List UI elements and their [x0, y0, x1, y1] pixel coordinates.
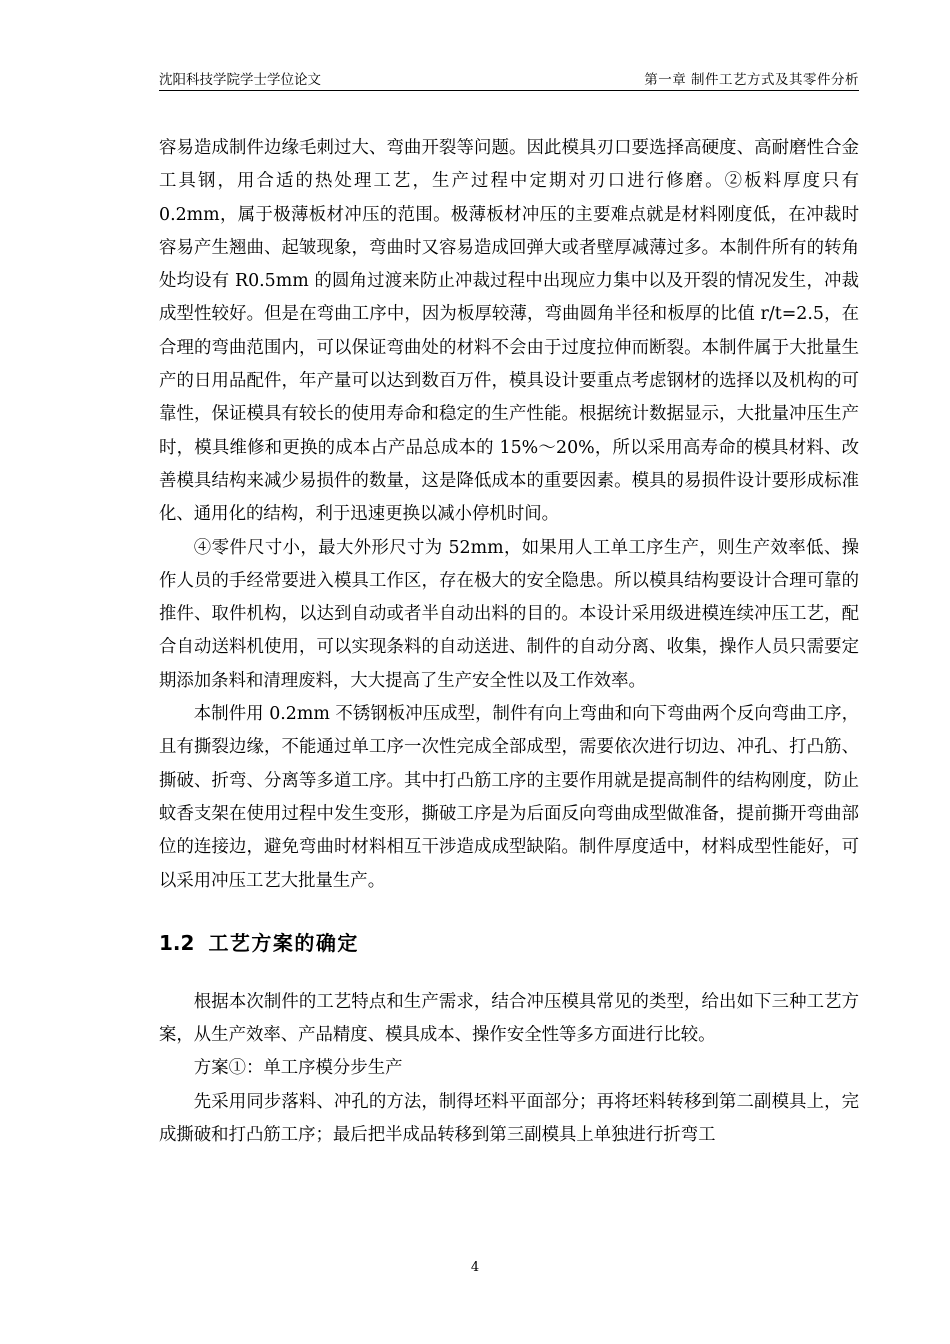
section-title: 工艺方案的确定	[208, 930, 359, 955]
scheme-1-heading: 方案①：单工序模分步生产	[193, 1058, 403, 1079]
scheme-1-paragraph: 先采用同步落料、冲孔的方法，制得坯料平面部分；再将坯料转移到第二副模具上，完成撕破和打凸筋工序；最后把半成品转移到第三副模具上单独进行折弯工	[159, 1091, 859, 1146]
section-intro-paragraph: 根据本次制件的工艺特点和生产需求，结合冲压模具常见的类型，给出如下三种工艺方案，从生产效率、产品精度、模具成本、操作安全性等多方面进行比较。	[159, 991, 859, 1046]
body-text	[159, 132, 859, 1152]
paragraph-summary: 本制件用 0.2mm 不锈钢板冲压成型，制件有向上弯曲和向下弯曲两个反向弯曲工序，且有撕裂边缘，不能通过单工序一次性完成全部成型，需要依次进行切边、冲孔、打凸筋、撕破、折弯、分离等多道工序。其中打凸筋工序的主要作用就是提高制件的结构刚度，防止蚊香支架在使用过程中发生变形，撕破工序是为后面反向弯曲成型做准备，提前撕开弯曲部位的连接边，避免弯曲时材料相互干涉造成成型缺陷。制件厚度适中，材料成型性能好，可以采用冲压工艺大批量生产。	[159, 704, 859, 891]
page-header	[159, 66, 859, 91]
paragraph-item-4: ④零件尺寸小，最大外形尺寸为 52mm，如果用人工单工序生产，则生产效率低、操作人员的手经常要进入模具工作区，存在极大的安全隐患。所以模具结构要设计合理可靠的推件、取件机构，以达到自动或者半自动出料的目的。本设计采用级进模连续冲压工艺，配合自动送料机使用，可以实现条料的自动送进、制件的自动分离、收集，操作人员只需要定期添加条料和清理废料，大大提高了生产安全性以及工作效率。	[159, 537, 859, 691]
section-heading	[159, 926, 859, 960]
section-number: 1.2	[159, 930, 195, 955]
paragraph-continued: 容易造成制件边缘毛刺过大、弯曲开裂等问题。因此模具刃口要选择高硬度、高耐磨性合金工具钢，用合适的热处理工艺，生产过程中定期对刃口进行修磨。②板料厚度只有 0.2mm，属于极薄板材冲压的范围。极薄板材冲压的主要难点就是材料刚度低，在冲裁时容易产生翘曲、起皱现象，弯曲时又容易造成回弹大或者壁厚减薄过多。本制件所有的转角处均设有 R0.5mm 的圆角过渡来防止冲裁过程中出现应力集中以及开裂的情况发生，冲裁成型性较好。但是在弯曲工序中，因为板厚较薄，弯曲圆角半径和板厚的比值 r/t=2.5，在合理的弯曲范围内，可以保证弯曲处的材料不会由于过度拉伸而断裂。本制件属于大批量生产的日用品配件，年产量可以达到数百万件，模具设计要重点考虑钢材的选择以及机构的可靠性，保证模具有较长的使用寿命和稳定的生产性能。根据统计数据显示，大批量冲压生产时，模具维修和更换的成本占产品总成本的 15%～20%，所以采用高寿命的模具材料、改善模具结构来减少易损件的数量，这是降低成本的重要因素。模具的易损件设计要形成标准化、通用化的结构，利于迅速更换以减小停机时间。	[159, 138, 859, 525]
header-chapter-title: 第一章 制件工艺方式及其零件分析	[644, 72, 859, 88]
page-number: 4	[470, 1260, 480, 1275]
header-thesis-title: 沈阳科技学院学士学位论文	[159, 72, 321, 88]
